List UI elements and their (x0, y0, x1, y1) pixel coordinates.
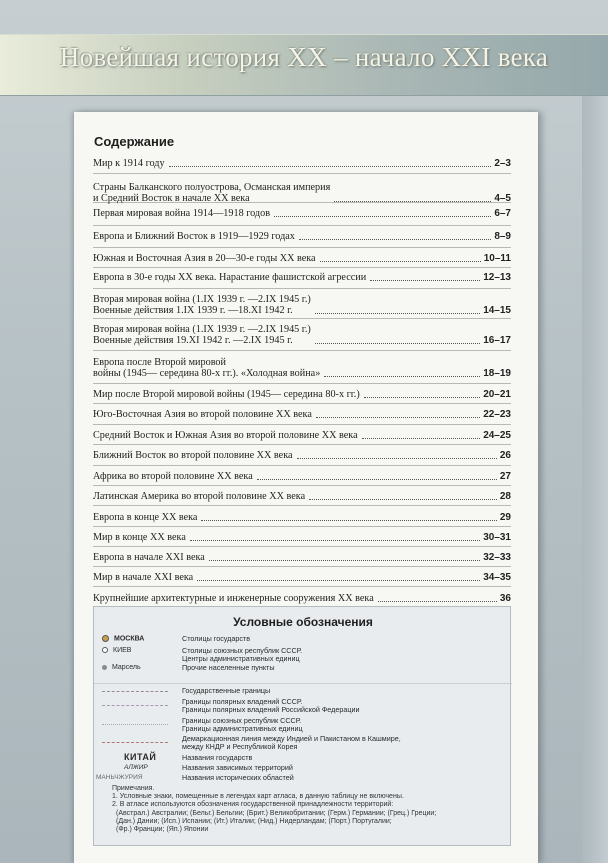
contents-entry-pages: 12–13 (483, 272, 511, 283)
note-line: (Австрал.) Австралии; (Бельг.) Бельгии; (Брит.) Великобритании; (Герм.) Германии; (Грец.) Греции; (116, 809, 437, 817)
contents-entry[interactable] (93, 593, 511, 604)
contents-entry[interactable] (93, 572, 511, 583)
contents-entry-line: Европа в начале XXI века (93, 552, 205, 563)
dot-leader (362, 438, 481, 439)
contents-entry-line: Средний Восток и Южная Азия во второй половине XX века (93, 430, 358, 441)
contents-entry-line: Ближний Восток во второй половине XX века (93, 450, 293, 461)
contents-entry-line: Юго-Восточная Азия во второй половине XX века (93, 409, 312, 420)
contents-separator (93, 350, 511, 351)
legend-desc: Границы союзных республик СССР. (182, 716, 302, 725)
dot-leader (201, 520, 496, 521)
legend-desc: Границы полярных владений СССР. (182, 697, 303, 706)
contents-entry-title (93, 512, 197, 523)
contents-separator (93, 444, 511, 445)
contents-heading: Содержание (94, 134, 175, 149)
contents-entry-pages: 27 (499, 471, 511, 482)
contents-separator (93, 225, 511, 226)
legend-desc: Столицы союзных республик СССР. (182, 646, 303, 655)
dot-leader (378, 601, 497, 602)
contents-entry-line: Крупнейшие архитектурные и инженерные сооружения XX века (93, 593, 374, 604)
contents-separator (93, 288, 511, 289)
contents-entry-title (93, 593, 374, 604)
settlement-dot-icon (102, 665, 107, 670)
contents-entry-pages: 14–15 (483, 305, 511, 316)
legend-desc: между КНДР и Республикой Корея (182, 742, 298, 751)
note-line: 1. Условные знаки, помещенные в легендах карт атласа, в данную таблицу не включены. (112, 793, 404, 801)
legend-desc: Государственные границы (182, 686, 271, 695)
dot-leader (197, 580, 480, 581)
contents-entry-title (93, 324, 311, 346)
contents-entry-title (93, 272, 366, 283)
contents-entry[interactable] (93, 450, 511, 461)
contents-separator (93, 403, 511, 404)
contents-entry-line: Южная и Восточная Азия в 20—30-е годы XX века (93, 253, 316, 264)
legend-symbol-label: МОСКВА (114, 635, 145, 643)
contents-entry-pages: 6–7 (494, 208, 511, 219)
legend-panel (93, 606, 511, 846)
dot-leader (297, 458, 497, 459)
contents-entry-line: и Средний Восток в начале XX века (93, 193, 250, 204)
contents-entry-title (93, 182, 330, 204)
demarcation-line-icon (102, 742, 168, 743)
contents-entry-pages: 18–19 (483, 368, 511, 379)
contents-separator (93, 586, 511, 587)
contents-entry[interactable] (93, 389, 511, 400)
contents-entry-line: Первая мировая война 1914—1918 годов (93, 208, 271, 219)
contents-entry-pages: 20–21 (483, 389, 511, 400)
note-line: 2. В атласе используются обозначения государственной принадлежности территорий: (112, 801, 394, 809)
contents-entry-line: войны (1945— середина 80-х гг.). «Холодная война» (93, 368, 321, 379)
contents-entry-line: Военные действия 19.XI 1942 г. —2.IX 1945 г. (93, 335, 293, 346)
contents-entry-pages: 24–25 (483, 430, 511, 441)
contents-entry[interactable] (93, 182, 511, 204)
contents-entry[interactable] (93, 491, 511, 502)
contents-separator (93, 383, 511, 384)
legend-symbol-label: КИТАЙ (124, 752, 157, 762)
legend-symbol-label: КИЕВ (113, 647, 132, 654)
republic-capital-dot-icon (102, 647, 108, 653)
contents-separator (93, 173, 511, 174)
contents-entry[interactable] (93, 532, 511, 543)
contents-entry-line: Военные действия 1.IX 1939 г. —18.XI 1942 г. (93, 305, 293, 316)
contents-entry-line: Европа после Второй мировой (93, 357, 226, 368)
dot-leader (209, 560, 480, 561)
contents-entry-title (93, 294, 311, 316)
contents-entry-pages: 2–3 (494, 158, 511, 169)
contents-entry-line: Вторая мировая война (1.IX 1939 г. —2.IX 1945 г.) (93, 324, 311, 335)
contents-entry[interactable] (93, 253, 511, 264)
contents-separator (93, 465, 511, 466)
contents-entry[interactable] (93, 231, 511, 242)
legend-desc: Названия государств (182, 753, 253, 762)
contents-entry-line: Мир к 1914 году (93, 158, 165, 169)
contents-separator (93, 566, 511, 567)
contents-separator (93, 247, 511, 248)
legend-desc: Прочие населенные пункты (182, 663, 275, 672)
dot-leader (315, 343, 480, 344)
contents-separator (93, 318, 511, 319)
contents-entry-line: Европа в 30-е годы XX века. Нарастание фашистской агрессии (93, 272, 367, 283)
contents-entry[interactable] (93, 512, 511, 523)
contents-separator (93, 546, 511, 547)
contents-entry[interactable] (93, 208, 511, 219)
contents-entry-pages: 10–11 (483, 253, 511, 264)
contents-entry-title (93, 471, 253, 482)
contents-entry-pages: 26 (499, 450, 511, 461)
contents-entry-title (93, 253, 316, 264)
dot-leader (364, 397, 480, 398)
dot-leader (257, 479, 497, 480)
contents-entry-line: Мир в начале XXI века (93, 572, 194, 583)
legend-title: Условные обозначения (233, 615, 373, 629)
contents-entry[interactable] (93, 409, 511, 420)
dot-leader (309, 499, 497, 500)
contents-entry-line: Европа и Ближний Восток в 1919—1929 годах (93, 231, 295, 242)
legend-desc: Названия зависимых территорий (182, 763, 293, 772)
note-line: (Фр.) Франции; (Яп.) Японии (116, 826, 209, 834)
legend-notes (112, 785, 504, 834)
contents-entry[interactable] (93, 430, 511, 441)
contents-entry-line: Африка во второй половине XX века (93, 471, 253, 482)
page-title: Новейшая история XX – начало XXI века (59, 42, 549, 72)
contents-entry-pages: 29 (499, 512, 511, 523)
contents-entry-pages: 22–23 (483, 409, 511, 420)
dot-leader (320, 261, 481, 262)
dot-leader (274, 216, 491, 217)
contents-entry-title (93, 491, 305, 502)
contents-entry-line: Вторая мировая война (1.IX 1939 г. —2.IX 1945 г.) (93, 294, 311, 305)
contents-entry-title (93, 552, 205, 563)
dot-leader (324, 376, 480, 377)
contents-entry[interactable] (93, 471, 511, 482)
contents-entry-pages: 30–31 (483, 532, 511, 543)
contents-separator (93, 424, 511, 425)
contents-entry-pages: 4–5 (494, 193, 511, 204)
legend-desc: Границы административных единиц (182, 724, 303, 733)
contents-entry-title (93, 409, 312, 420)
polar-border-line-icon (102, 705, 168, 706)
contents-entry-title (93, 208, 270, 219)
contents-entry-title (93, 430, 358, 441)
capital-dot-icon (102, 635, 109, 642)
dot-leader (370, 280, 480, 281)
legend-desc: Центры административных единиц (182, 654, 300, 663)
contents-entry-line: Европа в конце XX века (93, 512, 198, 523)
contents-entry-title (93, 357, 320, 379)
legend-desc: Столицы государств (182, 634, 251, 643)
dot-leader (299, 239, 491, 240)
republic-border-line-icon (102, 724, 168, 725)
contents-entry-pages: 28 (499, 491, 511, 502)
legend-symbol-label: АЛЖИР (124, 764, 148, 771)
dot-leader (169, 166, 492, 167)
contents-entry-line: Мир в конце XX века (93, 532, 186, 543)
dot-leader (334, 201, 491, 202)
contents-entry-pages: 16–17 (483, 335, 511, 346)
contents-entry-title (93, 572, 193, 583)
contents-entry-line: Страны Балканского полуострова, Османская империя (93, 182, 331, 193)
contents-entry[interactable] (93, 552, 511, 563)
legend-symbol-label: МАНЬЧЖУРИЯ (96, 774, 143, 781)
contents-separator (93, 526, 511, 527)
dot-leader (190, 540, 480, 541)
contents-entry-pages: 8–9 (494, 231, 511, 242)
legend-symbol-label: Марсель (112, 664, 141, 671)
notes-heading: Примечания. (112, 785, 155, 792)
contents-entry-title (93, 389, 360, 400)
legend-desc: Демаркационная линия между Индией и Пакистаном в Кашмире, (182, 734, 401, 743)
contents-entry-title (93, 450, 293, 461)
contents-entry[interactable] (93, 357, 511, 379)
contents-entry[interactable] (93, 324, 511, 346)
contents-separator (93, 267, 511, 268)
dot-leader (315, 313, 480, 314)
cover-edge (582, 96, 608, 863)
contents-entry[interactable] (93, 294, 511, 316)
contents-separator (93, 505, 511, 506)
contents-separator (93, 485, 511, 486)
contents-entry[interactable] (93, 272, 511, 283)
contents-entry-pages: 32–33 (483, 552, 511, 563)
state-border-line-icon (102, 691, 168, 692)
legend-desc: Границы полярных владений Российской Федерации (182, 705, 360, 714)
contents-entry[interactable] (93, 158, 511, 169)
contents-entry-pages: 34–35 (483, 572, 511, 583)
legend-desc: Названия исторических областей (182, 773, 294, 782)
note-line: (Дан.) Дании; (Исп.) Испании; (Ит.) Италии; (Нид.) Нидерландам; (Порт.) Португалии; (116, 817, 392, 825)
contents-entry-pages: 36 (499, 593, 511, 604)
dot-leader (316, 417, 480, 418)
contents-entry-title (93, 532, 186, 543)
contents-entry-line: Латинская Америка во второй половине XX века (93, 491, 306, 502)
contents-entry-title (93, 158, 165, 169)
contents-entry-title (93, 231, 295, 242)
contents-entry-line: Мир после Второй мировой войны (1945— середина 80-х гг.) (93, 389, 360, 400)
